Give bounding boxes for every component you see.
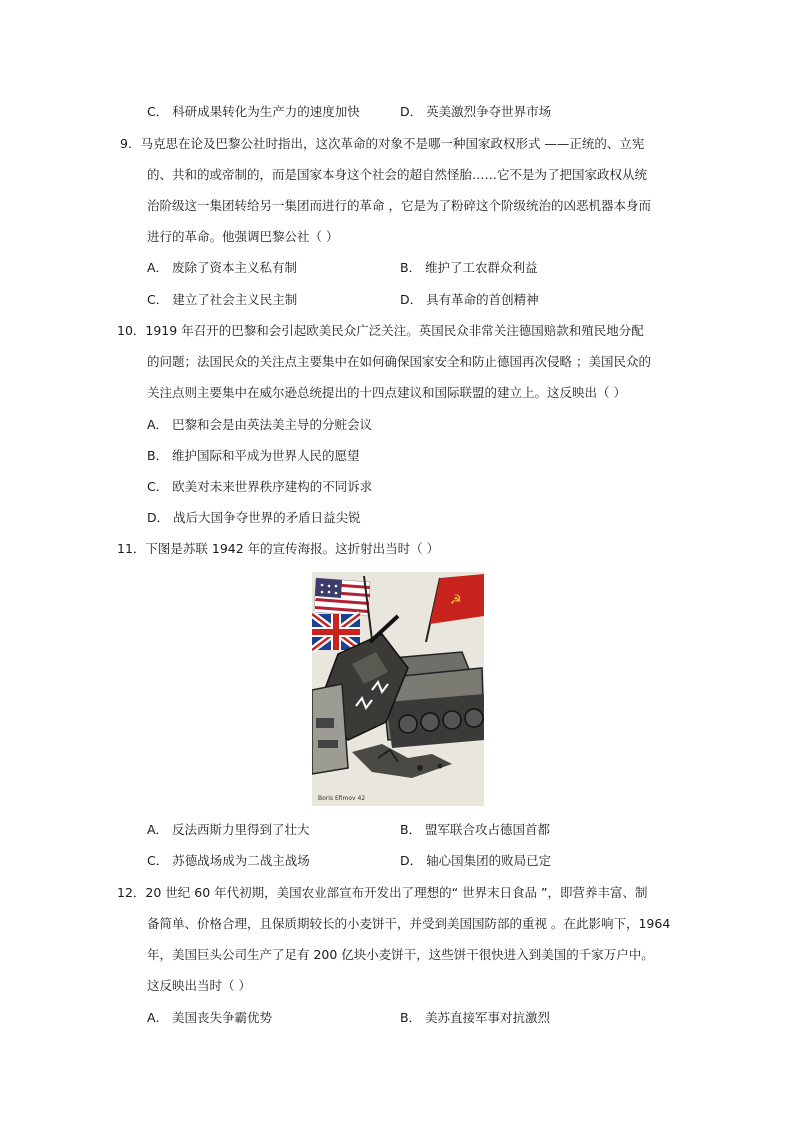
soviet-propaganda-poster: [312, 572, 484, 806]
q9-option-c: C． 建立了社会主义民主制: [147, 292, 298, 307]
q8-option-d: D． 英美激烈争夺世界市场: [400, 104, 552, 119]
q11-option-b: B． 盟军联合攻占德国首都: [400, 822, 551, 837]
q9-stem-line-2: 的、共和的或帝制的，而是国家本身这个社会的超自然怪胎……它不是为了把国家政权从统: [147, 167, 648, 182]
q12-option-a: A． 美国丧失争霸优势: [147, 1010, 273, 1025]
svg-text:☭: ☭: [450, 593, 462, 608]
usa-flag-icon: [314, 578, 370, 616]
q11-stem: 11．下图是苏联 1942 年的宣传海报。这折射出当时（ ）: [117, 541, 440, 556]
q10-option-b: B． 维护国际和平成为世界人民的愿望: [147, 448, 360, 463]
q9-stem-line-3: 治阶级这一集团转给另一集团而进行的革命 ，它是为了粉碎这个阶级统治的凶恶机器本身而: [147, 198, 651, 213]
q12-option-b: B． 美苏直接军事对抗激烈: [400, 1010, 551, 1025]
q10-stem-line-2: 的问题；法国民众的关注点主要集中在如何确保国家安全和防止德国再次侵略 ；美国民众的: [147, 354, 651, 369]
q10-option-d: D． 战后大国争夺世界的矛盾日益尖锐: [147, 510, 361, 525]
q9-option-d: D． 具有革命的首创精神: [400, 292, 539, 307]
q10-stem-line-1: 10．1919 年召开的巴黎和会引起欧美民众广泛关注。英国民众非常关注德国赔款和殖民地分配: [117, 323, 644, 338]
q9-option-b: B． 维护了工农群众利益: [400, 260, 538, 275]
q12-stem-line-3: 年，美国巨头公司生产了足有 200 亿块小麦饼干，这些饼干很快进入到美国的千家万户中。: [147, 947, 654, 962]
q10-option-a: A． 巴黎和会是由英法美主导的分赃会议: [147, 417, 373, 432]
q9-stem-line-4: 进行的革命。他强调巴黎公社（ ）: [147, 229, 339, 244]
allied-tank-icon: [312, 684, 348, 774]
q12-stem-line-2: 备简单、价格合理，且保质期较长的小麦饼干，并受到美国国防部的重视 。在此影响下，1964: [147, 916, 671, 931]
poster-signature: Boris Efimov 42: [318, 795, 366, 802]
q10-option-c: C． 欧美对未来世界秩序建构的不同诉求: [147, 479, 373, 494]
q12-stem-line-4: 这反映出当时（ ）: [147, 978, 251, 993]
q11-option-c: C． 苏德战场成为二战主战场: [147, 853, 310, 868]
q9-option-a: A． 废除了资本主义私有制: [147, 260, 298, 275]
q10-stem-line-3: 关注点则主要集中在威尔逊总统提出的十四点建议和国际联盟的建立上。这反映出（ ）: [147, 385, 626, 400]
q9-stem-line-1: 9．马克思在论及巴黎公社时指出，这次革命的对象不是哪一种国家政权形式 ——正统的、立宪: [120, 136, 645, 151]
q11-option-a: A． 反法西斯力里得到了壮大: [147, 822, 310, 837]
q8-option-c: C． 科研成果转化为生产力的速度加快: [147, 104, 360, 119]
q12-stem-line-1: 12．20 世纪 60 年代初期，美国农业部宣布开发出了理想的“ 世界末日食品 ”，即营养丰富、制: [117, 885, 648, 900]
q11-option-d: D． 轴心国集团的败局已定: [400, 853, 552, 868]
